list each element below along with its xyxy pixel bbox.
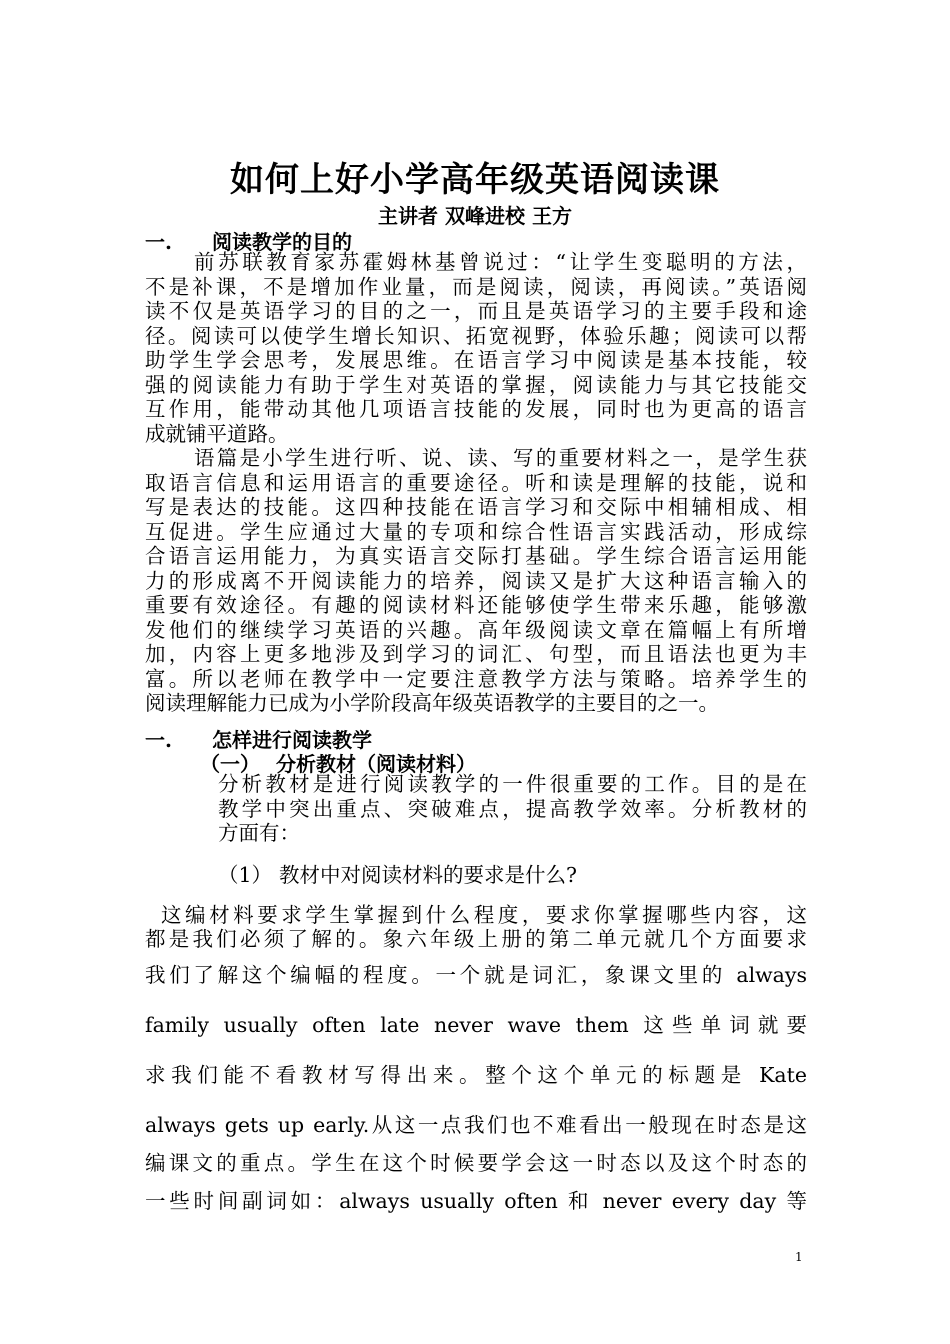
text-line: 语篇是小学生进行听、说、读、写的重要材料之一，是学生获 [194,446,807,470]
text-line: 阅读理解能力已成为小学阶段高年级英语教学的主要目的之一。 [145,691,719,715]
section-title: 阅读教学的目的 [212,230,352,254]
text-line: 都是我们必须了解的。象六年级上册的第二单元就几个方面要求 [145,927,807,951]
text-line: 重要有效途径。有趣的阅读材料还能够使学生带来乐趣，能够激 [145,593,807,617]
text-line: 不是补课，不是增加作业量，而是阅读，阅读，再阅读。”英语阅 [145,274,807,299]
text-line: family usually often late never wave them 这些单词就要 [145,1013,807,1037]
text-line: 教学中突出重点、突破难点，提高教学效率。分析教材的 [218,796,807,821]
text-line: 加，内容上更多地涉及到学习的词汇、句型，而且语法也更为丰 [145,642,807,666]
text-line: 写是表达的技能。这四种技能在语言学习和交际中相辅相成、相 [145,495,807,519]
text-line: 我们了解这个编幅的程度。一个就是词汇，象课文里的 always [145,963,807,987]
text-line: 力的形成离不开阅读能力的培养，阅读又是扩大这种语言输入的 [145,568,807,593]
text-line: 互作用，能带动其他几项语言技能的发展，同时也为更高的语言 [145,397,807,421]
page-number: 1 [795,1250,803,1264]
text-line: 强的阅读能力有助于学生对英语的掌握，阅读能力与其它技能交 [145,372,807,397]
text-line: 富。所以老师在教学中一定要注意教学方法与策略。培养学生的 [145,666,807,691]
text-line: always gets up early.从这一点我们也不难看出一般现在时态是这 [145,1113,807,1137]
text-line: 这编材料要求学生掌握到什么程度，要求你掌握哪些内容，这 [161,903,807,927]
question-number: （1） [218,863,273,887]
text-line: 互促进。学生应通过大量的专项和综合性语言实践活动，形成综 [145,519,807,544]
text-line: 读不仅是英语学习的目的之一，而且是英语学习的主要手段和途 [145,299,807,323]
text-line: 径。阅读可以使学生增长知识、拓宽视野，体验乐趣；阅读可以帮 [145,323,807,348]
paragraph-discourse [145,446,807,716]
text-line: 发他们的继续学习英语的兴趣。高年级阅读文章在篇幅上有所增 [145,617,807,642]
text-line: 成就铺平道路。 [145,421,289,446]
text-line: 编课文的重点。学生在这个时候要学会这一时态以及这个时态的 [145,1151,807,1175]
text-line: 方面有： [218,821,300,845]
text-line: 分析教材是进行阅读教学的一件很重要的工作。目的是在 [218,772,807,796]
document-title: 如何上好小学高年级英语阅读课 [230,160,720,200]
section-title: 怎样进行阅读教学 [212,728,372,752]
section-number: 一. [145,728,172,752]
text-line: 取语言信息和运用语言的重要途径。听和读是理解的技能，说和 [145,470,807,495]
text-line: 合语言运用能力，为真实语言交际打基础。学生综合语言运用能 [145,544,807,568]
text-line: 求我们能不看教材写得出来。整个这个单元的标题是 Kate [145,1063,807,1087]
subsection-title: 分析教材（阅读材料） [276,752,476,776]
text-line: 助学生学会思考，发展思维。在语言学习中阅读是基本技能，较 [145,348,807,372]
section-number: 一. [145,230,172,254]
question-item-1 [218,858,577,888]
question-text: 教材中对阅读材料的要求是什么? [279,863,577,887]
document-subtitle: 主讲者 双峰进校 王方 [378,204,572,228]
subsection-number: （一） [200,752,260,776]
paragraph-analysis [218,772,807,846]
paragraph-purpose [145,250,807,446]
text-line: 前苏联教育家苏霍姆林基曾说过：“让学生变聪明的方法， [194,250,807,274]
text-line: 一些时间副词如：always usually often 和 never every day 等 [145,1189,807,1213]
